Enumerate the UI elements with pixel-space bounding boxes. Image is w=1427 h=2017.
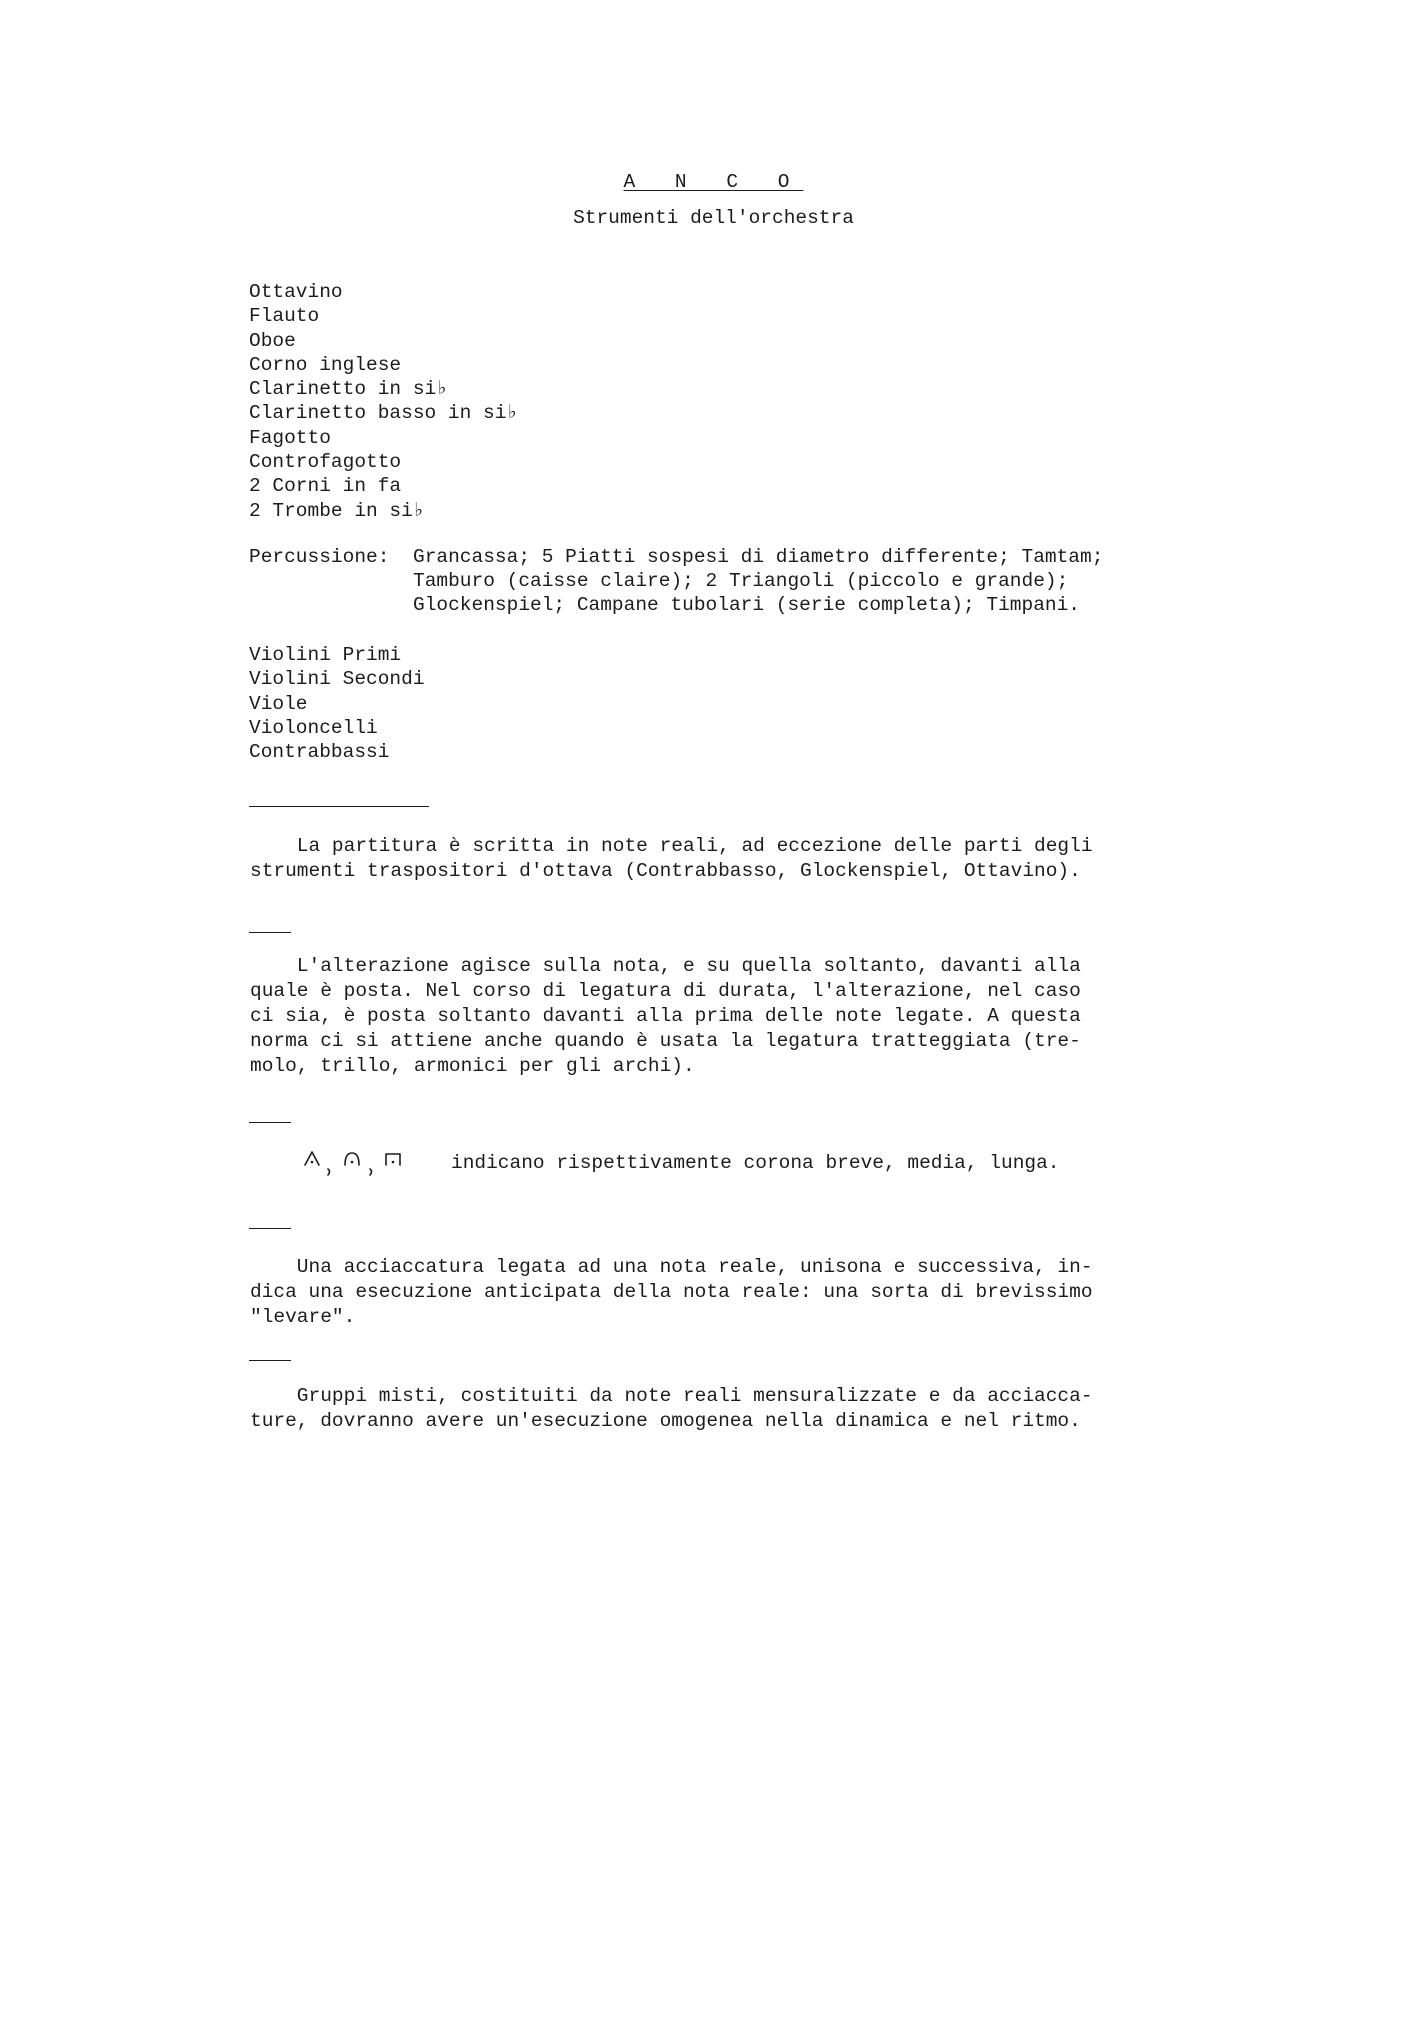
instrument-list [249, 280, 518, 523]
note-line: Gruppi misti, costituiti da note reali mensuralizzate e da acciacca- [250, 1385, 1093, 1407]
section-divider [249, 932, 291, 933]
string-item: Contrabbassi [249, 741, 390, 764]
section-divider [249, 1360, 291, 1361]
string-item: Violini Secondi [249, 668, 425, 691]
percussion-line: Grancassa; 5 Piatti sospesi di diametro differente; Tamtam; [413, 546, 1104, 568]
note-line: L'alterazione agisce sulla nota, e su quella soltanto, davanti alla [250, 955, 1081, 977]
instrument-item: Flauto [249, 305, 320, 328]
note-line: ci sia, è posta soltanto davanti alla prima delle note legate. A questa [250, 1005, 1081, 1027]
fermata-legend [303, 1148, 1060, 1178]
percussion-label: Percussione: [249, 546, 390, 568]
string-item: Viole [249, 692, 308, 715]
instrument-item: Fagotto [249, 426, 331, 449]
note-mixed-groups [250, 1384, 1093, 1434]
note-line: ture, dovranno avere un'esecuzione omogenea nella dinamica e nel ritmo. [250, 1410, 1081, 1432]
instrument-item: Corno inglese [249, 353, 402, 376]
instrument-item: Controfagotto [249, 451, 402, 474]
instrument-item: Clarinetto in si♭ [249, 378, 448, 401]
document-title: A N C O [623, 171, 804, 193]
section-divider [249, 806, 429, 807]
document-subtitle: Strumenti dell'orchestra [573, 207, 854, 229]
note-transposition [250, 834, 1093, 884]
section-divider [249, 1122, 291, 1123]
note-line: dica una esecuzione anticipata della nota reale: una sorta di brevissimo [250, 1281, 1093, 1303]
comma-icon [370, 1169, 372, 1175]
note-line: quale è posta. Nel corso di legatura di durata, l'alterazione, nel caso [250, 980, 1081, 1002]
instrument-item: Oboe [249, 329, 296, 352]
note-line: "levare". [250, 1306, 356, 1328]
fermata-long-icon [386, 1154, 400, 1165]
note-line: Una acciaccatura legata ad una nota reale, unisona e successiva, in- [250, 1256, 1093, 1278]
note-accidentals [250, 954, 1081, 1079]
percussion-list [413, 545, 1103, 617]
string-item: Violoncelli [249, 716, 378, 739]
percussion-line: Tamburo (caisse claire); 2 Triangoli (piccolo e grande); [413, 570, 1069, 592]
note-line: norma ci si attiene anche quando è usata la legatura tratteggiata (tre- [250, 1030, 1081, 1052]
instrument-item: 2 Corni in fa [249, 475, 402, 498]
instrument-item: Ottavino [249, 281, 343, 303]
note-line: La partitura è scritta in note reali, ad eccezione delle parti degli [250, 835, 1093, 857]
strings-list [249, 643, 425, 764]
percussion-line: Glockenspiel; Campane tubolari (serie completa); Timpani. [413, 594, 1081, 616]
fermata-description: indicano rispettivamente corona breve, media, lunga. [451, 1152, 1060, 1174]
note-acciaccatura [250, 1255, 1093, 1330]
instrument-item: 2 Trombe in si♭ [249, 499, 425, 522]
note-line: molo, trillo, armonici per gli archi). [250, 1055, 695, 1077]
comma-icon [328, 1169, 330, 1175]
section-divider [249, 1228, 291, 1229]
string-item: Violini Primi [249, 644, 402, 666]
note-line: strumenti traspositori d'ottava (Contrabbasso, Glockenspiel, Ottavino). [250, 860, 1081, 882]
fermata-icons [303, 1148, 421, 1178]
instrument-item: Clarinetto basso in si♭ [249, 402, 519, 425]
